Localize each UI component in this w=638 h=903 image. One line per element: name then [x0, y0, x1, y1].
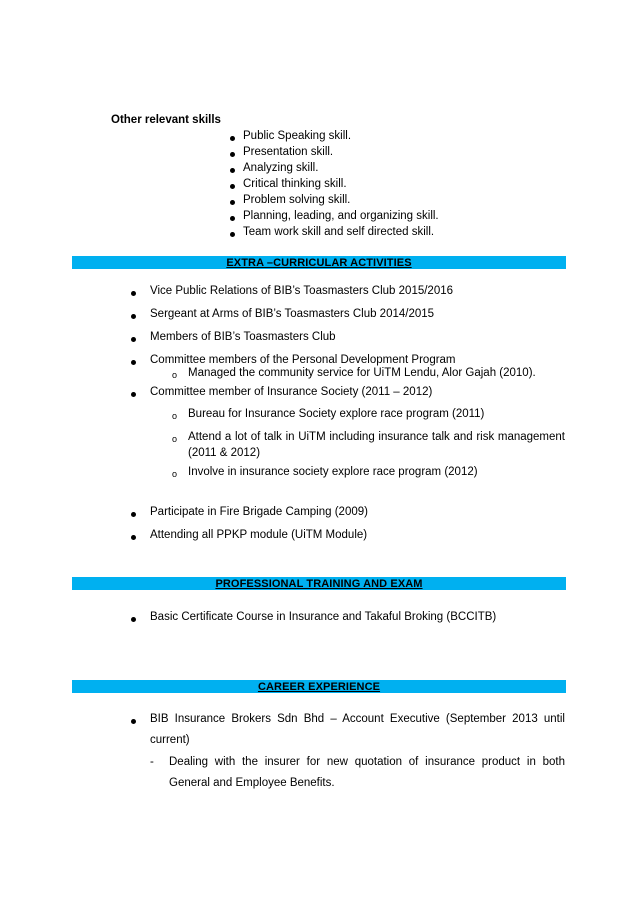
skills-heading: Other relevant skills [111, 114, 221, 126]
list-item: Basic Certificate Course in Insurance and Takaful Broking (BCCITB) [150, 611, 497, 623]
skill-item: Public Speaking skill. [243, 130, 352, 142]
duty-item-continued: General and Employee Benefits. [169, 777, 335, 789]
bullet-icon [131, 360, 136, 365]
bullet-icon [230, 232, 235, 237]
section-heading: CAREER EXPERIENCE [257, 680, 381, 693]
bullet-icon [131, 512, 136, 517]
list-item-continued: current) [150, 734, 190, 746]
sub-list-item-continued: (2011 & 2012) [188, 447, 261, 459]
list-item: Sergeant at Arms of BIB’s Toasmasters Club 2014/2015 [150, 308, 435, 320]
bullet-icon [131, 337, 136, 342]
bullet-icon [131, 617, 136, 622]
bullet-icon [131, 535, 136, 540]
section-heading: EXTRA –CURRICULAR ACTIVITIES [226, 256, 412, 269]
skill-item: Planning, leading, and organizing skill. [243, 210, 439, 222]
list-item: Attending all PPKP module (UiTM Module) [150, 529, 368, 541]
bullet-icon [230, 184, 235, 189]
skill-item: Critical thinking skill. [243, 178, 347, 190]
list-item: Committee members of the Personal Development Program [150, 354, 456, 366]
sub-list-item: Bureau for Insurance Society explore race program (2011) [188, 408, 485, 420]
list-item: BIB Insurance Brokers Sdn Bhd – Account Executive (September 2013 until [150, 713, 565, 725]
sub-list-item: Involve in insurance society explore race program (2012) [188, 466, 478, 478]
bullet-icon [131, 392, 136, 397]
list-item: Vice Public Relations of BIB’s Toasmasters Club 2015/2016 [150, 285, 454, 297]
bullet-icon [230, 216, 235, 221]
dash-marker: - [150, 756, 154, 768]
duty-item: Dealing with the insurer for new quotation of insurance product in both [169, 756, 565, 768]
hollow-bullet-icon: o [172, 370, 178, 380]
skill-item: Presentation skill. [243, 146, 334, 158]
bullet-icon [230, 200, 235, 205]
skill-item: Team work skill and self directed skill. [243, 226, 435, 238]
bullet-icon [230, 152, 235, 157]
bullet-icon [230, 168, 235, 173]
section-band-training [72, 577, 566, 590]
list-item: Committee member of Insurance Society (2011 – 2012) [150, 386, 433, 398]
hollow-bullet-icon: o [172, 434, 178, 444]
sub-list-item: Attend a lot of talk in UiTM including insurance talk and risk management [188, 431, 565, 443]
hollow-bullet-icon: o [172, 411, 178, 421]
list-item: Participate in Fire Brigade Camping (2009) [150, 506, 368, 518]
list-item: Members of BIB’s Toasmasters Club [150, 331, 336, 343]
section-band-extra-curricular [72, 256, 566, 269]
bullet-icon [131, 291, 136, 296]
section-band-career [72, 680, 566, 693]
bullet-icon [131, 719, 136, 724]
skill-item: Analyzing skill. [243, 162, 319, 174]
skill-item: Problem solving skill. [243, 194, 351, 206]
section-heading: PROFESSIONAL TRAINING AND EXAM [215, 577, 423, 590]
sub-list-item: Managed the community service for UiTM Lendu, Alor Gajah (2010). [188, 367, 536, 379]
bullet-icon [230, 136, 235, 141]
bullet-icon [131, 314, 136, 319]
hollow-bullet-icon: o [172, 469, 178, 479]
